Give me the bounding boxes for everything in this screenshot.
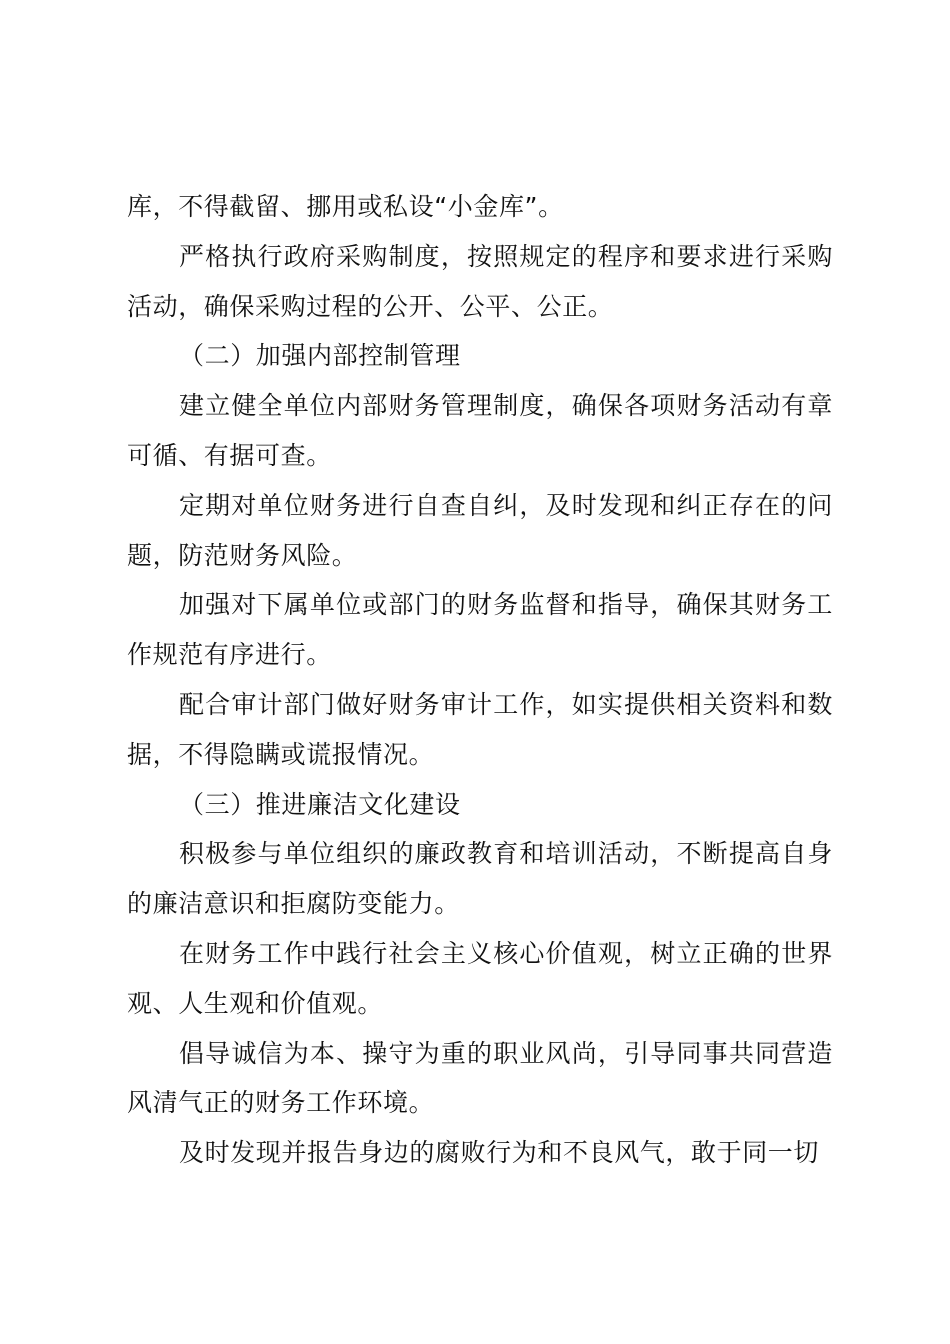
paragraph-continuation: 库，不得截留、挪用或私设“小金库”。 <box>127 192 564 221</box>
paragraph-self-inspection: 定期对单位财务进行自查自纠，及时发现和纠正存在的问题，防范财务风险。 <box>127 490 833 570</box>
paragraph-training: 积极参与单位组织的廉政教育和培训活动，不断提高自身的廉洁意识和拒腐防变能力。 <box>127 839 833 919</box>
section-heading-internal-control: （二）加强内部控制管理 <box>179 341 461 371</box>
section-heading-integrity-culture: （三）推进廉洁文化建设 <box>179 789 461 819</box>
paragraph-internal-system: 建立健全单位内部财务管理制度，确保各项财务活动有章可循、有据可查。 <box>127 391 833 470</box>
document-body <box>127 182 833 1178</box>
paragraph-core-values: 在财务工作中践行社会主义核心价值观，树立正确的世界观、人生观和价值观。 <box>127 938 833 1018</box>
paragraph-supervision: 加强对下属单位或部门的财务监督和指导，确保其财务工作规范有序进行。 <box>127 590 833 670</box>
paragraph-procurement: 严格执行政府采购制度，按照规定的程序和要求进行采购活动，确保采购过程的公开、公平、公正。 <box>127 241 833 321</box>
paragraph-integrity-ethos: 倡导诚信为本、操守为重的职业风尚，引导同事共同营造风清气正的财务工作环境。 <box>127 1038 833 1118</box>
paragraph-report-corruption: 及时发现并报告身边的腐败行为和不良风气，敢于同一切 <box>179 1138 820 1168</box>
paragraph-audit: 配合审计部门做好财务审计工作，如实提供相关资料和数据，不得隐瞒或谎报情况。 <box>127 689 833 769</box>
